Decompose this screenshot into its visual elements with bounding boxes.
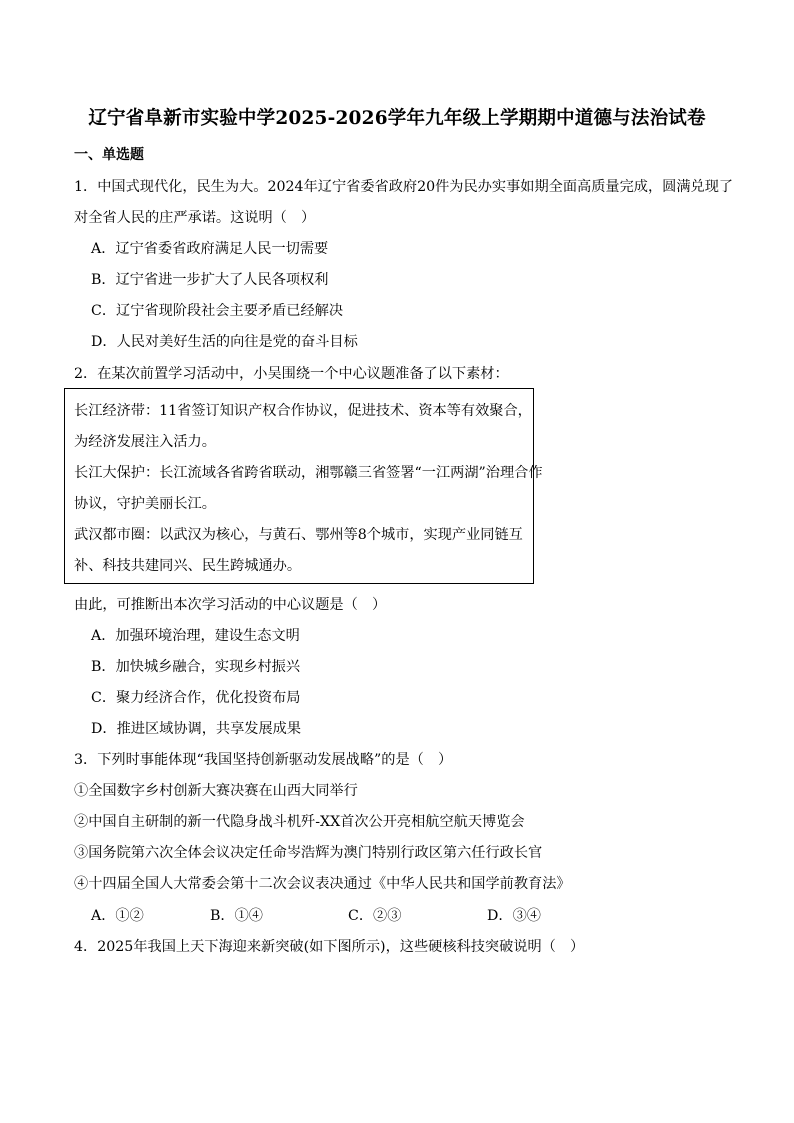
q2-material-line: 长江大保护：长江流域各省跨省联动，湘鄂赣三省签署“一江两湖”治理合作 — [74, 465, 543, 481]
q3-option-c: C．②③ — [348, 908, 402, 924]
q2-option-c: C．聚力经济合作，优化投资布局 — [91, 690, 301, 706]
q1-option-d: D．人民对美好生活的向往是党的奋斗目标 — [91, 334, 358, 350]
q2-option-d: D．推进区域协调，共享发展成果 — [91, 721, 302, 737]
page-title: 辽宁省阜新市实验中学2025-2026学年九年级上学期期中道德与法治试卷 — [88, 108, 706, 129]
q3-item: ③国务院第六次全体会议决定任命岑浩辉为澳门特别行政区第六任行政长官 — [74, 845, 543, 861]
q2-question: 由此，可推断出本次学习活动的中心议题是（ ） — [74, 597, 387, 613]
q2-material-line: 补、科技共建同兴、民生跨城通办。 — [74, 558, 302, 574]
section-heading: 一、单选题 — [74, 147, 144, 163]
q1-option-c: C．辽宁省现阶段社会主要矛盾已经解决 — [91, 303, 344, 319]
q2-option-b: B．加快城乡融合，实现乡村振兴 — [91, 659, 301, 675]
q3-option-a: A．①② — [91, 908, 144, 924]
q4-stem: 4．2025年我国上天下海迎来新突破(如下图所示)，这些硬核科技突破说明（ ） — [74, 939, 585, 955]
q3-option-b: B．①④ — [210, 908, 263, 924]
q2-material-line: 长江经济带：11省签订知识产权合作协议，促进技术、资本等有效聚合， — [74, 403, 532, 419]
q3-stem: 3．下列时事能体现“我国坚持创新驱动发展战略”的是（ ） — [74, 752, 453, 768]
q2-material-line: 武汉都市圈：以武汉为核心，与黄石、鄂州等8个城市，实现产业同链互 — [74, 527, 523, 543]
q3-option-d: D．③④ — [487, 908, 541, 924]
q2-option-a: A．加强环境治理，建设生态文明 — [91, 628, 300, 644]
q3-item: ④十四届全国人大常委会第十二次会议表决通过《中华人民共和国学前教育法》 — [74, 876, 571, 892]
q3-item: ②中国自主研制的新一代隐身战斗机歼-XX首次公开亮相航空航天博览会 — [74, 814, 525, 830]
q1-option-b: B．辽宁省进一步扩大了人民各项权利 — [91, 272, 329, 288]
q1-stem-line1: 1．中国式现代化，民生为大。2024年辽宁省委省政府20件为民办实事如期全面高质量完成，圆满兑现了 — [74, 179, 734, 195]
q2-stem: 2．在某次前置学习活动中，小吴围绕一个中心议题准备了以下素材： — [74, 366, 509, 382]
q1-option-a: A．辽宁省委省政府满足人民一切需要 — [91, 241, 329, 257]
q2-material-line: 为经济发展注入活力。 — [74, 434, 216, 450]
q1-stem-line2: 对全省人民的庄严承诺。这说明（ ） — [74, 210, 316, 226]
q2-material-line: 协议，守护美丽长江。 — [74, 496, 216, 512]
q3-item: ①全国数字乡村创新大赛决赛在山西大同举行 — [74, 783, 358, 799]
